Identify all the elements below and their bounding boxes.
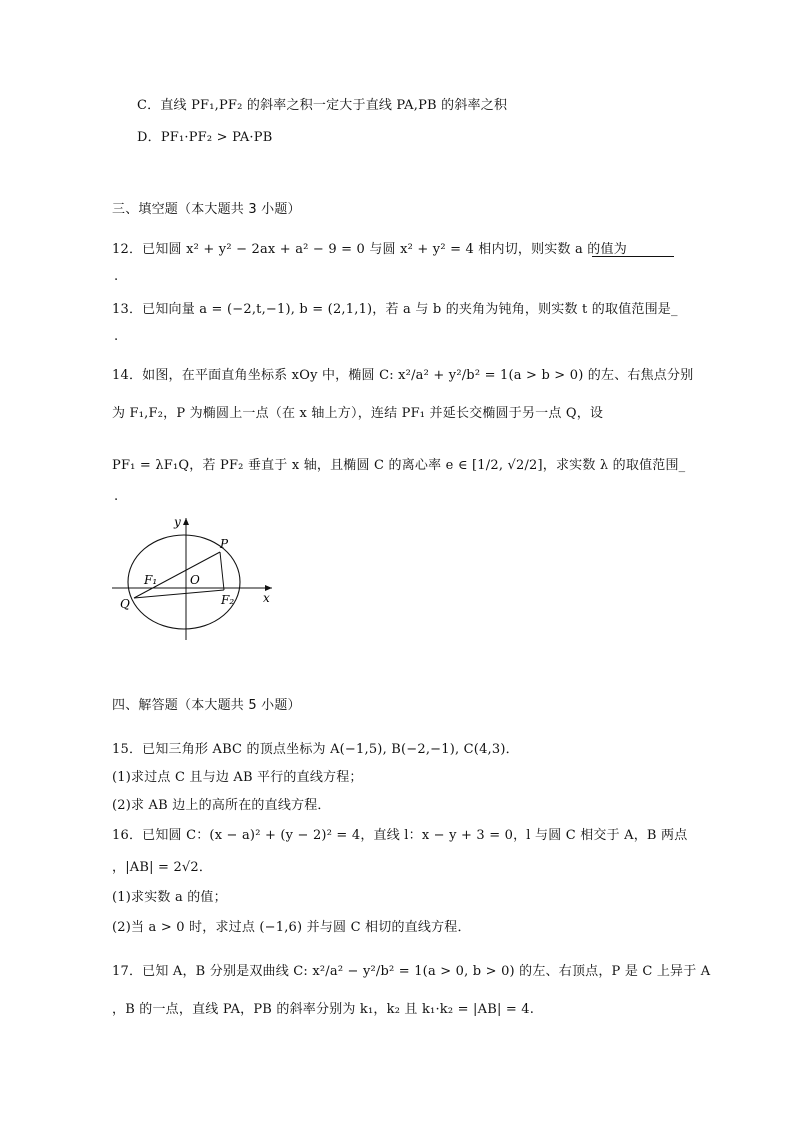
question-15: 15．已知三角形 ABC 的顶点坐标为 A(−1,5), B(−2,−1), C(4,3)．: [112, 742, 519, 757]
question-12: 12．已知圆 x² + y² − 2ax + a² − 9 = 0 与圆 x² + y² = 4 相内切，则实数 a 的值为: [112, 242, 627, 257]
label-f2: F₂: [221, 593, 235, 607]
answer-dot-14: .: [114, 489, 119, 504]
label-x: x: [263, 591, 270, 605]
option-d: D．PF₁·PF₂ > PA·PB: [137, 130, 273, 145]
label-f1: F₁: [144, 573, 158, 587]
section-heading-fill-in: 三、填空题（本大题共 3 小题）: [112, 202, 301, 217]
question-17-line2: ，B 的一点，直线 PA，PB 的斜率分别为 k₁，k₂ 且 k₁·k₂ = |AB| = 4.: [112, 1002, 535, 1017]
section-heading-solve: 四、解答题（本大题共 5 小题）: [112, 698, 301, 713]
answer-blank-12: [592, 256, 674, 257]
question-14-line3: PF₁ = λF₁Q，若 PF₂ 垂直于 x 轴，且椭圆 C 的离心率 e ∈ [1/2, √2/2]，求实数 λ 的取值范围_: [112, 458, 686, 473]
question-16-line2: ，|AB| = 2√2．: [112, 860, 213, 875]
y-axis-arrow: [183, 518, 189, 525]
question-14-line1: 14．如图，在平面直角坐标系 xOy 中，椭圆 C: x²/a² + y²/b² = 1(a > b > 0) 的左、右焦点分别: [112, 368, 694, 383]
question-14-line2: 为 F₁,F₂，P 为椭圆上一点（在 x 轴上方），连结 PF₁ 并延长交椭圆于另一点 Q，设: [112, 406, 604, 421]
label-p: P: [220, 537, 229, 551]
ellipse-diagram: [112, 512, 282, 662]
label-q: Q: [120, 597, 130, 611]
answer-dot-12: .: [114, 269, 119, 284]
question-16-line1: 16．已知圆 C：(x − a)² + (y − 2)² = 4，直线 l：x − y + 3 = 0，l 与圆 C 相交于 A，B 两点: [112, 828, 688, 843]
question-17-line1: 17．已知 A，B 分别是双曲线 C: x²/a² − y²/b² = 1(a > 0, b > 0) 的左、右顶点，P 是 C 上异于 A: [112, 964, 711, 979]
question-16-part1: (1)求实数 a 的值；: [112, 890, 227, 905]
segment-pf2: [220, 552, 224, 590]
question-15-part2: (2)求 AB 边上的高所在的直线方程．: [112, 798, 331, 813]
answer-dot-13: .: [114, 329, 119, 344]
option-c: C．直线 PF₁,PF₂ 的斜率之积一定大于直线 PA,PB 的斜率之积: [137, 98, 508, 113]
label-y: y: [174, 515, 181, 529]
question-16-part2: (2)当 a > 0 时，求过点 (−1,6) 并与圆 C 相切的直线方程．: [112, 920, 471, 935]
question-15-part1: (1)求过点 C 且与边 AB 平行的直线方程；: [112, 770, 363, 785]
question-13: 13．已知向量 a = (−2,t,−1), b = (2,1,1)，若 a 与 b 的夹角为钝角，则实数 t 的取值范围是_: [112, 302, 678, 317]
label-o: O: [190, 573, 200, 587]
